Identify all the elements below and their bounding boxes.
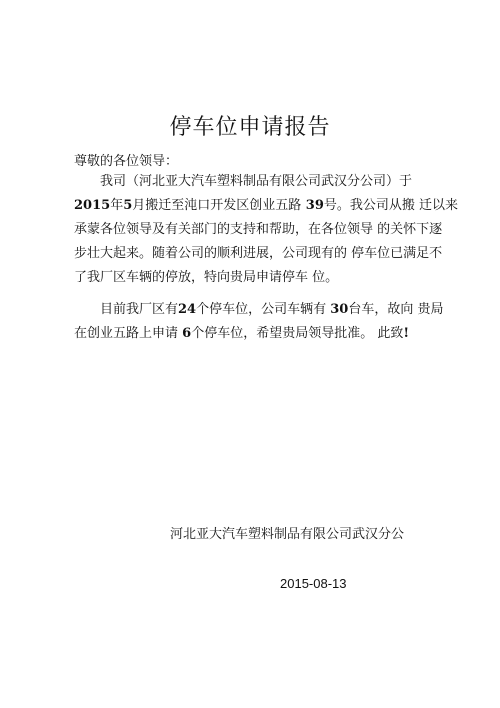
paragraph-2	[74, 298, 444, 346]
paragraph-1	[74, 170, 459, 290]
road-number: 39	[301, 198, 324, 213]
document-title: 停车位申请报告	[169, 115, 331, 140]
signature-date: 2015-08-13	[280, 576, 347, 591]
paragraph-2-line-2	[74, 322, 444, 346]
paragraph-1-line-2	[74, 194, 459, 218]
text-fragment: 个停车位，公司车辆有	[196, 302, 331, 317]
paragraph-1-line-3: 承蒙各位领导及有关部门的支持和帮助，在各位领导 的关怀下逐	[74, 222, 443, 237]
requested-count: 6	[182, 326, 192, 341]
paragraph-1-line-1: 我司（河北亚大汽车塑料制品有限公司武汉分公司）于	[74, 174, 413, 189]
exclamation: !	[403, 326, 410, 341]
text-fragment: 在创业五路上申请	[74, 326, 183, 341]
text-fragment: 目前我厂区有	[74, 302, 179, 317]
parking-count: 24	[178, 302, 197, 317]
text-fragment: 月搬迁至沌口开发区创业五路	[132, 198, 302, 213]
text-fragment: 年	[110, 198, 124, 213]
paragraph-1-line-5: 了我厂区车辆的停放，特向贵局申请停车 位。	[74, 270, 339, 285]
year-number: 2015	[74, 198, 111, 213]
text-fragment: 台车，故向 贵局	[348, 302, 444, 317]
text-fragment: 号。我公司从搬 迁以来	[323, 198, 459, 213]
salutation: 尊敬的各位领导：	[74, 154, 179, 169]
month-number: 5	[123, 198, 133, 213]
text-fragment: 个停车位，希望贵局领导批准。 此致	[191, 326, 404, 341]
paragraph-2-line-1	[74, 298, 444, 322]
paragraph-1-line-4: 步壮大起来。随着公司的顺利进展，公司现有的 停车位已满足不	[74, 246, 443, 261]
vehicle-count: 30	[330, 302, 349, 317]
signature-company: 河北亚大汽车塑料制品有限公司武汉分公	[170, 527, 405, 542]
